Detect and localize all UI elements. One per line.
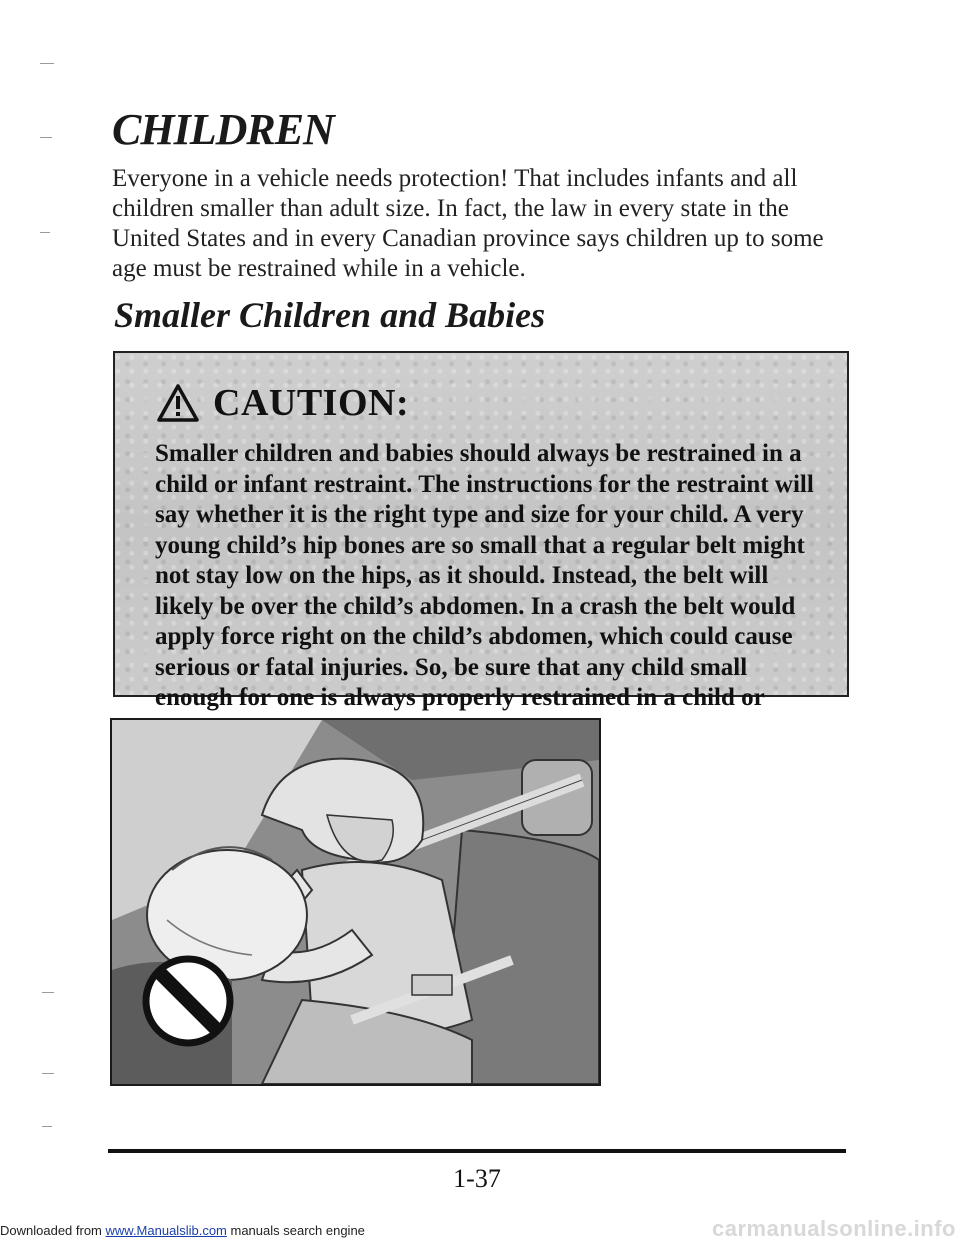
watermark-prefix: Downloaded from [0, 1223, 106, 1238]
manualslib-link[interactable]: www.Manualslib.com [105, 1223, 227, 1238]
child-safety-illustration [110, 718, 601, 1086]
caution-label: CAUTION: [213, 382, 410, 424]
footer-rule [108, 1149, 846, 1153]
section-title: CHILDREN [112, 105, 334, 154]
caution-text: Smaller children and babies should always be restrained in a child or infant restraint. The instructions for the restraint will say whether it is the right type and size for your child. A very young child’s hip bones are so small that a regular belt might not stay low on the hips, as it should. Instead, the belt will likely be over the child’s abdomen. In a crash the belt would apply force right on the child’s abdomen, which could cause serious or fatal injuries. So, be sure that any child small enough for one is always properly restrained in a child or [155, 440, 814, 711]
margin-mark [42, 1126, 52, 1127]
margin-mark [42, 1073, 54, 1074]
margin-mark [42, 992, 54, 993]
page-number: 1-37 [453, 1164, 501, 1193]
site-watermark: carmanualsonline.info [712, 1216, 956, 1241]
margin-mark [40, 232, 50, 233]
caution-box [113, 351, 849, 711]
subheading: Smaller Children and Babies [114, 295, 546, 335]
margin-mark [40, 137, 52, 138]
intro-paragraph: Everyone in a vehicle needs protection! That includes infants and all children smaller than adult size. In fact, the law in every state in the United States and in every Canadian province says children up to some age must be restrained while in a vehicle. [112, 165, 824, 282]
caution-header [157, 381, 409, 425]
prohibition-icon [142, 955, 234, 1047]
margin-mark [40, 63, 54, 64]
warning-triangle-icon [157, 384, 199, 422]
watermark-suffix: manuals search engine [226, 1223, 365, 1238]
download-watermark [0, 1216, 960, 1242]
